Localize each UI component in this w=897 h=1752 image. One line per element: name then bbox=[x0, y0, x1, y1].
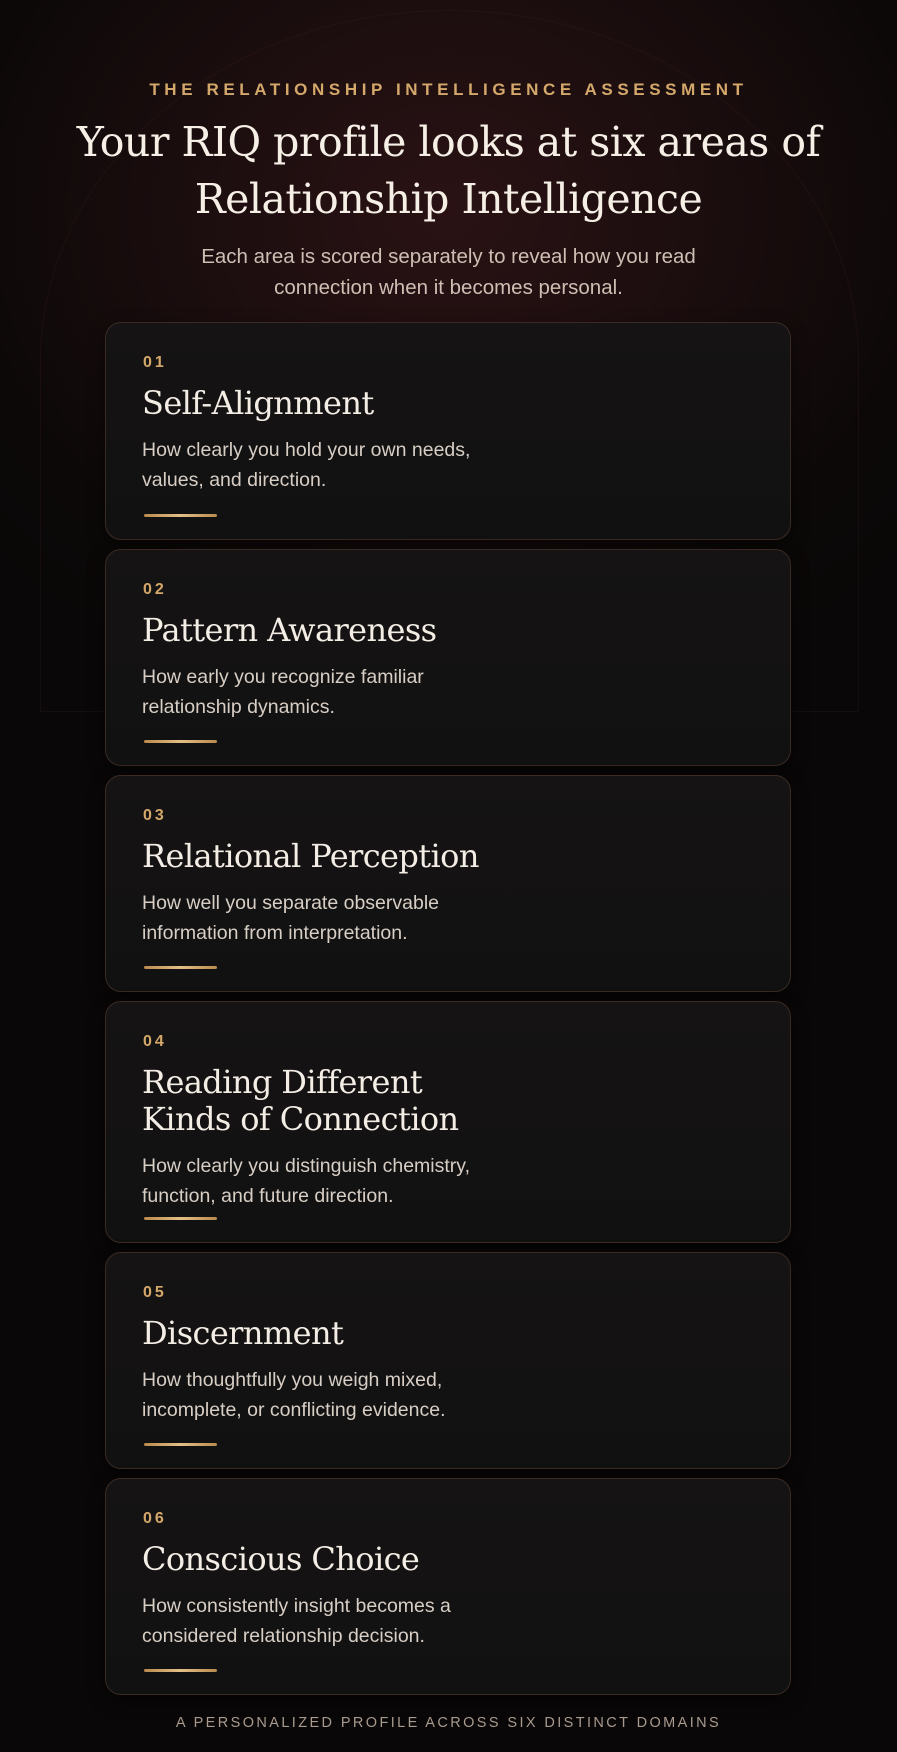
area-number: 02 bbox=[143, 581, 167, 598]
gold-accent-rule bbox=[144, 1669, 217, 1672]
area-description: How consistently insight becomes a considered relationship decision. bbox=[142, 1595, 451, 1647]
area-card-list bbox=[105, 322, 791, 1704]
area-title: Conscious Choice bbox=[142, 1540, 420, 1578]
footer-tagline: A PERSONALIZED PROFILE ACROSS SIX DISTINCT DOMAINS bbox=[175, 1715, 722, 1731]
area-number: 03 bbox=[143, 807, 167, 824]
area-number: 05 bbox=[143, 1284, 167, 1301]
page-title: Your RIQ profile looks at six areas of Relationship Intelligence bbox=[76, 118, 821, 223]
area-description: How clearly you distinguish chemistry, function, and future direction. bbox=[142, 1155, 471, 1207]
area-number: 01 bbox=[143, 354, 167, 371]
area-title: Discernment bbox=[142, 1314, 344, 1352]
gold-accent-rule bbox=[144, 966, 217, 969]
gold-accent-rule bbox=[144, 1217, 217, 1220]
area-card-relational-perception bbox=[105, 775, 791, 992]
area-description: How thoughtfully you weigh mixed, incomplete, or conflicting evidence. bbox=[142, 1369, 446, 1421]
area-title: Reading Different Kinds of Connection bbox=[142, 1063, 459, 1138]
gold-accent-rule bbox=[144, 1443, 217, 1446]
eyebrow-label: THE RELATIONSHIP INTELLIGENCE ASSESSMENT bbox=[149, 80, 748, 99]
area-card-reading-connection bbox=[105, 1001, 791, 1243]
area-description: How well you separate observable information from interpretation. bbox=[142, 892, 439, 944]
area-title: Pattern Awareness bbox=[142, 611, 437, 649]
area-card-discernment bbox=[105, 1252, 791, 1469]
area-card-self-alignment bbox=[105, 322, 791, 540]
area-description: How early you recognize familiar relationship dynamics. bbox=[142, 666, 424, 718]
gold-accent-rule bbox=[144, 514, 217, 517]
area-title: Self-Alignment bbox=[142, 384, 374, 422]
page-subtitle: Each area is scored separately to reveal how you read connection when it becomes personal. bbox=[201, 245, 696, 299]
area-description: How clearly you hold your own needs, values, and direction. bbox=[142, 439, 471, 491]
area-card-pattern-awareness bbox=[105, 549, 791, 766]
area-number: 06 bbox=[143, 1510, 167, 1527]
area-title: Relational Perception bbox=[142, 837, 479, 875]
area-number: 04 bbox=[143, 1033, 167, 1050]
gold-accent-rule bbox=[144, 740, 217, 743]
area-card-conscious-choice bbox=[105, 1478, 791, 1695]
